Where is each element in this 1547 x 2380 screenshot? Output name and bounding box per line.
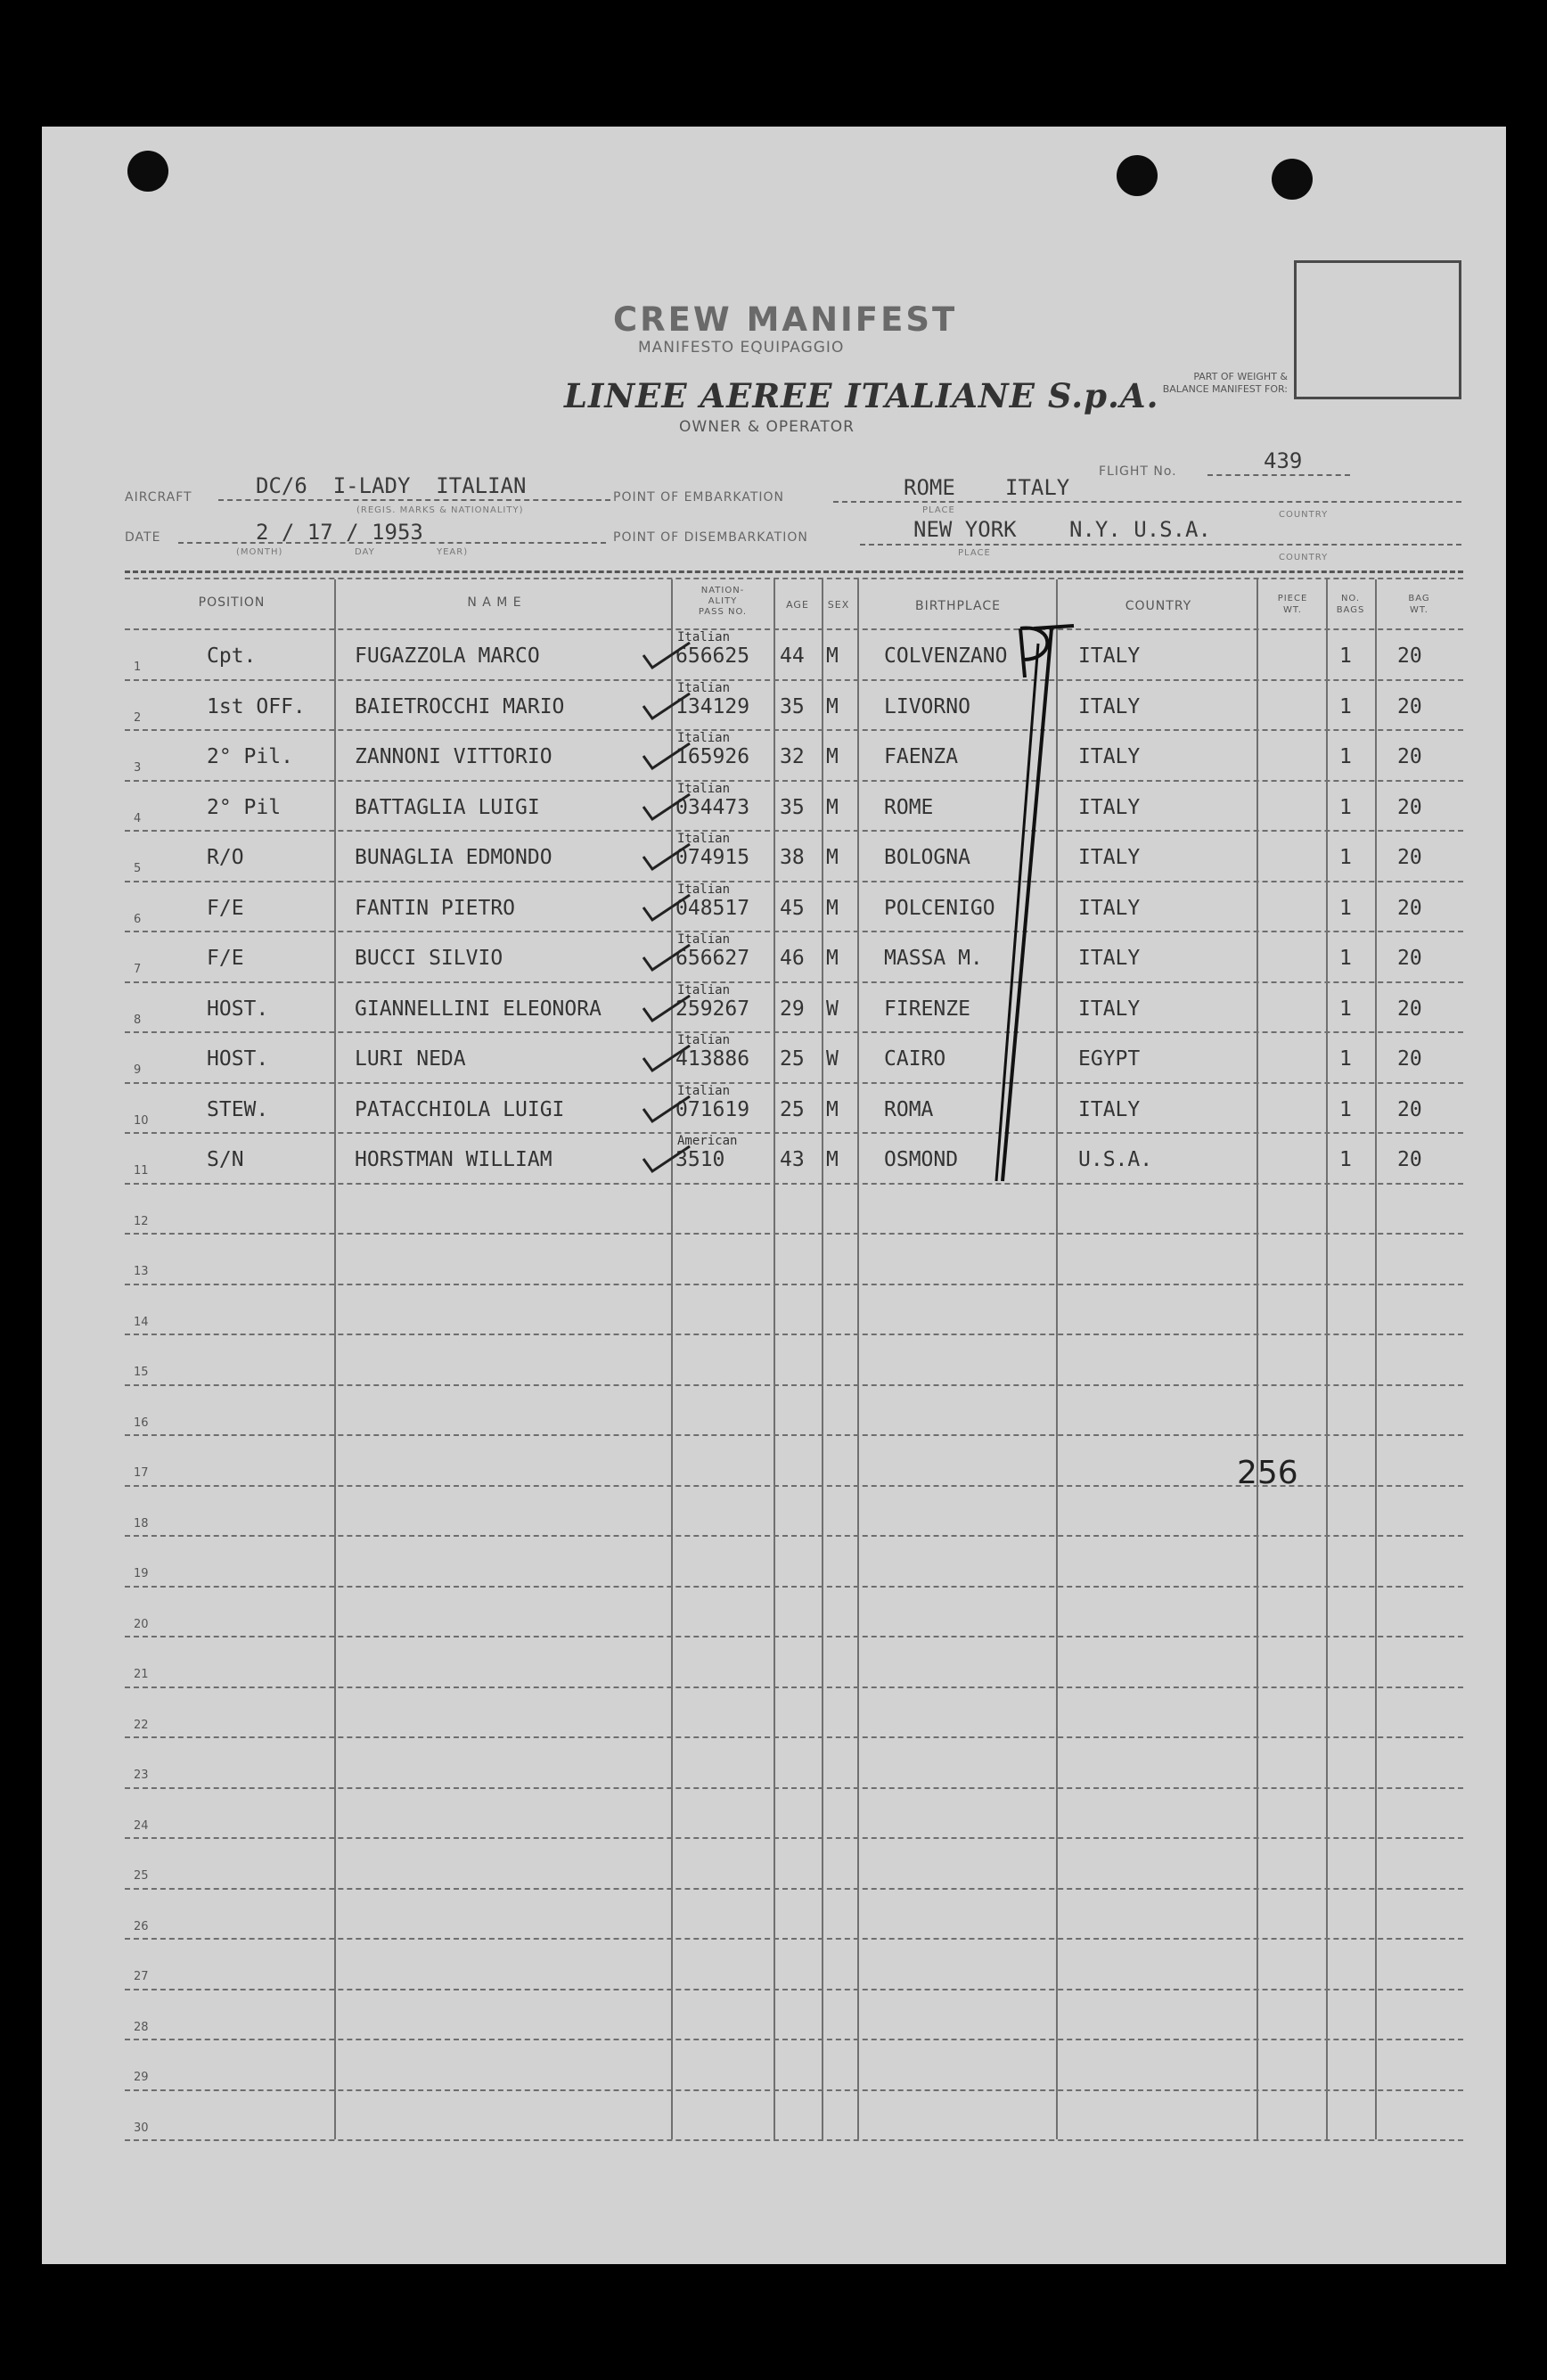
cell-sex: W — [826, 1047, 839, 1071]
flight-no-value: 439 — [1264, 448, 1303, 473]
cell-sex: M — [826, 1148, 839, 1171]
date-label: DATE — [125, 530, 161, 545]
cell-nationality: Italian — [677, 1033, 731, 1047]
row-line — [125, 2089, 1463, 2091]
check-mark-icon — [640, 891, 693, 927]
cell-birthplace: LIVORNO — [884, 694, 970, 718]
row-number: 2 — [134, 710, 142, 725]
cell-bags: 1 — [1339, 1148, 1352, 1171]
cell-country: ITALY — [1078, 896, 1141, 920]
cell-position: 1st OFF. — [207, 694, 306, 718]
cell-country: ITALY — [1078, 947, 1141, 970]
row-line — [125, 1384, 1463, 1386]
punch-hole-2 — [1117, 155, 1158, 196]
month-label: (MONTH) — [236, 547, 283, 557]
embark-country: ITALY — [1005, 475, 1070, 500]
cell-pass: 048517 — [675, 896, 750, 920]
cell-position: R/O — [207, 846, 244, 869]
row-number: 15 — [134, 1366, 149, 1379]
row-number: 14 — [134, 1315, 149, 1329]
aircraft-value: DC/6 I-LADY ITALIAN — [256, 473, 527, 498]
row-number: 13 — [134, 1265, 149, 1278]
cell-name: LURI NEDA — [355, 1047, 466, 1071]
row-line — [125, 1434, 1463, 1436]
row-number: 22 — [134, 1718, 149, 1732]
cell-bags: 1 — [1339, 1097, 1352, 1121]
cell-pass: 165926 — [675, 745, 750, 768]
column-line — [1326, 579, 1328, 2139]
disembark-country: N.Y. U.S.A. — [1069, 517, 1211, 542]
col-header-age: AGE — [786, 599, 809, 611]
cell-age: 44 — [780, 644, 805, 668]
page-number: 256 — [1237, 1455, 1298, 1491]
row-number: 20 — [134, 1617, 149, 1631]
row-line — [125, 931, 1463, 932]
check-mark-icon — [640, 941, 693, 977]
stamp-box — [1294, 260, 1461, 399]
row-line — [125, 1989, 1463, 1990]
cell-birthplace: BOLOGNA — [884, 846, 970, 869]
cell-pass: 074915 — [675, 846, 750, 869]
disembark-place-label: PLACE — [958, 548, 991, 558]
row-number: 23 — [134, 1769, 149, 1782]
cell-age: 35 — [780, 795, 805, 819]
column-line — [1375, 579, 1377, 2139]
row-line — [125, 1736, 1463, 1738]
cell-nationality: Italian — [677, 882, 731, 897]
cell-country: U.S.A. — [1078, 1148, 1153, 1171]
row-line — [125, 628, 1463, 630]
check-mark-icon — [640, 690, 693, 726]
cell-birthplace: OSMOND — [884, 1148, 959, 1171]
cell-position: S/N — [207, 1148, 244, 1171]
cell-age: 29 — [780, 997, 805, 1021]
embark-label: POINT OF EMBARKATION — [613, 490, 785, 505]
check-mark-icon — [640, 740, 693, 776]
embark-place-label: PLACE — [922, 505, 955, 515]
row-number: 16 — [134, 1416, 149, 1430]
row-line — [125, 1586, 1463, 1588]
row-line — [125, 830, 1463, 832]
cell-bagwt: 20 — [1397, 745, 1422, 768]
cell-nationality: Italian — [677, 982, 731, 997]
cell-nationality: Italian — [677, 832, 731, 846]
row-line — [125, 1938, 1463, 1940]
cell-pass: 656625 — [675, 644, 750, 668]
disembark-label: POINT OF DISEMBARKATION — [613, 530, 808, 545]
embark-country-label: COUNTRY — [1279, 510, 1329, 520]
row-number: 4 — [134, 811, 142, 825]
row-line — [125, 1636, 1463, 1637]
row-line — [125, 780, 1463, 782]
row-number: 24 — [134, 1818, 149, 1833]
cell-birthplace: COLVENZANO — [884, 644, 1008, 668]
cell-sex: M — [826, 846, 839, 869]
cell-bags: 1 — [1339, 997, 1352, 1021]
col-header-nationality: NATION- ALITY PASS NO. — [698, 586, 748, 617]
cell-age: 25 — [780, 1097, 805, 1121]
row-line — [125, 729, 1463, 731]
cell-country: ITALY — [1078, 846, 1141, 869]
col-header-piece: PIECE WT. — [1277, 594, 1308, 615]
row-line — [125, 2139, 1463, 2141]
row-line — [125, 2039, 1463, 2040]
flight-no-label: FLIGHT No. — [1099, 464, 1177, 479]
cell-bags: 1 — [1339, 846, 1352, 869]
cell-birthplace: CAIRO — [884, 1047, 946, 1071]
col-header-sex: SEX — [827, 599, 850, 611]
cell-bagwt: 20 — [1397, 795, 1422, 819]
cell-position: F/E — [207, 947, 244, 970]
form-title: CREW MANIFEST — [613, 300, 958, 339]
row-line — [125, 1284, 1463, 1285]
check-mark-icon — [640, 791, 693, 826]
row-number: 7 — [134, 963, 142, 976]
cell-age: 32 — [780, 745, 805, 768]
cell-position: HOST. — [207, 997, 269, 1021]
row-number: 10 — [134, 1113, 149, 1128]
column-line — [1056, 579, 1058, 2139]
cell-sex: W — [826, 997, 839, 1021]
row-line — [125, 981, 1463, 983]
row-number: 19 — [134, 1567, 149, 1580]
aircraft-label: AIRCRAFT — [125, 490, 192, 505]
column-line — [334, 579, 336, 2139]
cell-position: 2° Pil — [207, 795, 282, 819]
cell-bagwt: 20 — [1397, 896, 1422, 920]
row-line — [125, 1334, 1463, 1335]
cell-sex: M — [826, 947, 839, 970]
airline-name: LINEE AEREE ITALIANE S.p.A. — [564, 376, 1159, 415]
row-line — [125, 1132, 1463, 1134]
cell-name: FANTIN PIETRO — [355, 896, 516, 920]
cell-pass: 3510 — [675, 1148, 725, 1171]
day-label: DAY — [355, 547, 375, 557]
cell-country: ITALY — [1078, 644, 1141, 668]
cell-bagwt: 20 — [1397, 694, 1422, 718]
cell-pass: 134129 — [675, 694, 750, 718]
row-line — [125, 1233, 1463, 1235]
row-line — [125, 1183, 1463, 1185]
row-number: 25 — [134, 1869, 149, 1883]
cell-birthplace: POLCENIGO — [884, 896, 995, 920]
col-header-bagwt: BAG WT. — [1408, 594, 1430, 615]
cell-name: BUNAGLIA EDMONDO — [355, 846, 552, 869]
cell-sex: M — [826, 1097, 839, 1121]
disembark-place: NEW YORK — [913, 517, 1017, 542]
cell-name: BAIETROCCHI MARIO — [355, 694, 565, 718]
row-line — [125, 1888, 1463, 1890]
cell-bags: 1 — [1339, 694, 1352, 718]
row-number: 21 — [134, 1668, 149, 1681]
cell-bagwt: 20 — [1397, 997, 1422, 1021]
cell-nationality: Italian — [677, 932, 731, 947]
cell-birthplace: FAENZA — [884, 745, 959, 768]
cell-country: EGYPT — [1078, 1047, 1141, 1071]
cell-name: ZANNONI VITTORIO — [355, 745, 552, 768]
col-header-birthplace: BIRTHPLACE — [914, 599, 1002, 613]
cell-nationality: Italian — [677, 781, 731, 796]
column-line — [1256, 579, 1258, 2139]
cell-sex: M — [826, 795, 839, 819]
cell-position: HOST. — [207, 1047, 269, 1071]
cell-name: BATTAGLIA LUIGI — [355, 795, 540, 819]
cell-pass: 656627 — [675, 947, 750, 970]
cell-bagwt: 20 — [1397, 1148, 1422, 1171]
row-number: 3 — [134, 761, 142, 775]
row-number: 8 — [134, 1013, 142, 1027]
disembark-country-label: COUNTRY — [1279, 553, 1329, 562]
row-number: 1 — [134, 661, 142, 674]
cell-bagwt: 20 — [1397, 1047, 1422, 1071]
cell-bags: 1 — [1339, 1047, 1352, 1071]
owner-label: OWNER & OPERATOR — [679, 418, 855, 436]
check-mark-icon — [640, 841, 693, 876]
col-header-country: COUNTRY — [1125, 599, 1192, 613]
row-number: 26 — [134, 1919, 149, 1933]
check-mark-icon — [640, 992, 693, 1028]
row-number: 27 — [134, 1970, 149, 1983]
row-line — [125, 1787, 1463, 1789]
row-number: 28 — [134, 2020, 149, 2034]
cell-nationality: Italian — [677, 680, 731, 695]
cell-bagwt: 20 — [1397, 846, 1422, 869]
cell-bags: 1 — [1339, 795, 1352, 819]
row-line — [125, 1837, 1463, 1839]
column-line — [774, 579, 775, 2139]
cell-bags: 1 — [1339, 745, 1352, 768]
cell-age: 46 — [780, 947, 805, 970]
row-number: 30 — [134, 2121, 149, 2135]
row-line — [125, 1082, 1463, 1084]
balance-manifest-label: PART OF WEIGHT & BALANCE MANIFEST FOR: — [1162, 371, 1288, 395]
cell-pass: 034473 — [675, 795, 750, 819]
row-number: 29 — [134, 2071, 149, 2084]
cell-bags: 1 — [1339, 896, 1352, 920]
row-number: 17 — [134, 1466, 149, 1480]
row-line — [125, 881, 1463, 882]
punch-hole-1 — [127, 151, 168, 192]
cell-position: Cpt. — [207, 644, 257, 668]
cell-nationality: American — [677, 1134, 738, 1148]
cell-nationality: Italian — [677, 731, 731, 745]
cell-bagwt: 20 — [1397, 947, 1422, 970]
cell-country: ITALY — [1078, 694, 1141, 718]
date-value: 2 / 17 / 1953 — [256, 520, 423, 545]
cell-birthplace: FIRENZE — [884, 997, 970, 1021]
row-number: 6 — [134, 912, 142, 926]
cell-bagwt: 20 — [1397, 1097, 1422, 1121]
row-number: 11 — [134, 1164, 149, 1178]
regis-label: (REGIS. MARKS & NATIONALITY) — [356, 505, 524, 515]
row-number: 18 — [134, 1516, 149, 1531]
cell-nationality: Italian — [677, 630, 731, 644]
cell-country: ITALY — [1078, 745, 1141, 768]
cell-sex: M — [826, 896, 839, 920]
cell-name: BUCCI SILVIO — [355, 947, 503, 970]
cell-position: F/E — [207, 896, 244, 920]
column-line — [822, 579, 823, 2139]
cell-pass: 413886 — [675, 1047, 750, 1071]
column-line — [857, 579, 859, 2139]
col-header-name: N A M E — [467, 595, 522, 610]
check-mark-icon — [640, 1042, 693, 1078]
cell-name: PATACCHIOLA LUIGI — [355, 1097, 565, 1121]
cell-birthplace: MASSA M. — [884, 947, 983, 970]
row-line — [125, 1687, 1463, 1688]
punch-hole-3 — [1272, 159, 1313, 200]
cell-age: 35 — [780, 694, 805, 718]
check-mark-icon — [640, 639, 693, 675]
row-line — [125, 679, 1463, 681]
cell-sex: M — [826, 644, 839, 668]
check-mark-icon — [640, 1143, 693, 1178]
cell-nationality: Italian — [677, 1083, 731, 1098]
cell-age: 45 — [780, 896, 805, 920]
col-header-position: POSITION — [198, 595, 266, 610]
cell-sex: M — [826, 745, 839, 768]
cell-birthplace: ROME — [884, 795, 934, 819]
cell-name: FUGAZZOLA MARCO — [355, 644, 540, 668]
row-number: 9 — [134, 1063, 142, 1077]
cell-position: STEW. — [207, 1097, 269, 1121]
cell-age: 38 — [780, 846, 805, 869]
cell-pass: 259267 — [675, 997, 750, 1021]
cell-country: ITALY — [1078, 997, 1141, 1021]
cell-country: ITALY — [1078, 1097, 1141, 1121]
check-mark-icon — [640, 1093, 693, 1128]
row-number: 12 — [134, 1214, 149, 1228]
cell-pass: 071619 — [675, 1097, 750, 1121]
row-line — [125, 1535, 1463, 1537]
row-number: 5 — [134, 862, 142, 875]
cell-sex: M — [826, 694, 839, 718]
col-header-bags: NO. BAGS — [1336, 594, 1365, 615]
year-label: YEAR) — [437, 547, 469, 557]
cell-country: ITALY — [1078, 795, 1141, 819]
cell-birthplace: ROMA — [884, 1097, 934, 1121]
cell-bagwt: 20 — [1397, 644, 1422, 668]
cell-bags: 1 — [1339, 644, 1352, 668]
cell-name: HORSTMAN WILLIAM — [355, 1148, 552, 1171]
cell-bags: 1 — [1339, 947, 1352, 970]
form-subtitle: MANIFESTO EQUIPAGGIO — [638, 339, 845, 357]
cell-age: 43 — [780, 1148, 805, 1171]
cell-position: 2° Pil. — [207, 745, 293, 768]
row-line — [125, 1031, 1463, 1033]
cell-name: GIANNELLINI ELEONORA — [355, 997, 602, 1021]
embark-place: ROME — [904, 475, 955, 500]
cell-age: 25 — [780, 1047, 805, 1071]
